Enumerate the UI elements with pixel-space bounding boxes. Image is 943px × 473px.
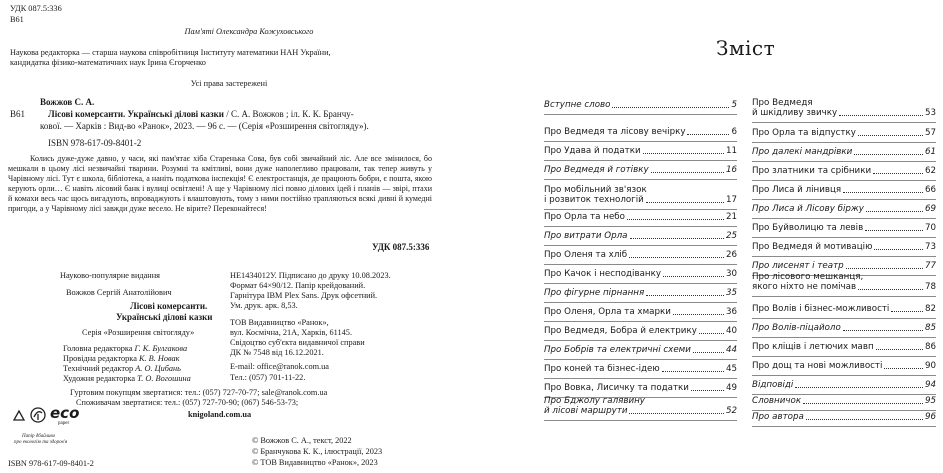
toc-separator	[752, 394, 936, 395]
toc-dot-leader	[873, 173, 923, 174]
toc-entry-page: 36	[725, 307, 737, 317]
toc-entry-page: 96	[924, 412, 936, 422]
toc-entry-page: 11	[725, 146, 737, 156]
isbn: ISBN 978-617-09-8401-2	[48, 138, 142, 148]
toc-entry[interactable]	[752, 412, 936, 422]
toc-column-right	[752, 0, 936, 473]
toc-entry-page: 69	[924, 204, 936, 214]
book-title-2: Українські ділові казки	[116, 312, 213, 322]
toc-dot-leader	[612, 107, 729, 108]
copyright-1: © Вожжов С. А., текст, 2022	[252, 436, 352, 445]
bibliographic-line-1	[48, 109, 354, 119]
toc-separator	[752, 122, 936, 123]
book-title-1: Лісові комерсанти.	[130, 301, 208, 311]
copyright-3: © ТОВ Видавництво «Ранок», 2023	[252, 458, 378, 467]
toc-entry[interactable]	[544, 185, 737, 205]
toc-separator	[544, 264, 737, 265]
toc-entry[interactable]	[752, 323, 936, 333]
toc-page	[530, 0, 943, 473]
pub-info-2: Формат 64×90/12. Папір крейдований.	[230, 281, 366, 290]
staff-4	[63, 374, 191, 384]
toc-entry-label: Про Бджолу галявину	[544, 396, 645, 406]
staff-role: Художня редакторка	[63, 374, 138, 383]
toc-entry[interactable]	[752, 261, 936, 271]
toc-entry-page: 35	[725, 288, 737, 298]
eco-word: eco	[50, 404, 80, 422]
toc-dot-leader	[646, 295, 724, 296]
toc-entry-page: 26	[725, 250, 737, 260]
toc-entry-page: 25	[725, 231, 737, 241]
udk-code-top: УДК 087.5:336	[10, 4, 62, 13]
eco-sub: paper	[58, 421, 70, 426]
toc-separator	[544, 114, 737, 115]
toc-entry-label: Про Бобрів та електричні схеми	[544, 345, 691, 355]
toc-entry-label: Про Орла та відпустку	[752, 128, 856, 138]
toc-dot-leader	[854, 154, 923, 155]
toc-entry-label: Вступне слово	[544, 100, 611, 110]
toc-entry-page: 40	[725, 326, 737, 336]
author-heading: Вожжов С. А.	[40, 97, 95, 107]
staff-3	[63, 364, 181, 374]
toc-dot-leader	[629, 413, 723, 414]
toc-entry-label: Про Лиса й Лісову біржу	[752, 204, 864, 214]
toc-separator	[544, 226, 737, 227]
toc-entry[interactable]	[752, 272, 936, 292]
staff-1	[63, 344, 187, 354]
toc-entry[interactable]	[544, 364, 737, 374]
toc-entry-label: Про Орла та небо	[544, 212, 625, 222]
toc-separator	[752, 237, 936, 238]
toc-entry-label: Про Буйволицю та левів	[752, 223, 864, 233]
toc-title: Зміст	[716, 36, 776, 60]
toc-dot-leader	[866, 211, 923, 212]
toc-entry-label: Про Лиса й лінивця	[752, 185, 842, 195]
staff-2	[63, 354, 180, 364]
toc-entry[interactable]	[544, 396, 737, 416]
udk-code-bottom: УДК 087.5:336	[372, 242, 430, 252]
toc-entry-page: 17	[725, 195, 737, 205]
toc-entry-page: 57	[924, 128, 936, 138]
toc-entry[interactable]	[752, 361, 936, 371]
toc-entry[interactable]	[752, 342, 936, 352]
toc-entry-page: 16	[725, 165, 737, 175]
toc-entry-page: 49	[725, 383, 737, 393]
toc-entry-label: Про мобільний зв'язок	[544, 185, 647, 195]
toc-entry-label: Про златники та срібники	[752, 166, 872, 176]
toc-dot-leader	[643, 153, 724, 154]
toc-separator	[752, 375, 936, 376]
toc-entry-label: Про далекі мандрівки	[752, 147, 853, 157]
toc-dot-leader	[662, 371, 724, 372]
toc-dot-leader	[629, 257, 724, 258]
consumer-contact: Споживачам звертатися: тел.: (057) 727-70-90; (067) 546-53-73;	[76, 398, 299, 407]
toc-dot-leader	[858, 135, 923, 136]
toc-entry-page: 53	[924, 108, 936, 118]
pub-info-3: Гарнітура IBM Plex Sans. Друк офсетний.	[230, 291, 378, 300]
toc-entry-page: 77	[924, 261, 936, 271]
publisher-phone: Тел.: (057) 701-11-22.	[230, 373, 306, 382]
toc-entry-page: 85	[924, 323, 936, 333]
toc-entry[interactable]	[752, 242, 936, 252]
toc-dot-leader	[884, 368, 923, 369]
toc-entry-label: Про Ведмедя й мотивацію	[752, 242, 873, 252]
toc-dot-leader	[858, 289, 923, 290]
toc-separator	[544, 283, 737, 284]
toc-entry[interactable]	[752, 185, 936, 195]
toc-separator	[544, 245, 737, 246]
toc-entry[interactable]	[752, 204, 936, 214]
toc-separator	[752, 296, 936, 297]
toc-entry-page: 94	[924, 380, 936, 390]
rights-reserved: Усі права застережені	[190, 79, 268, 88]
staff-role: Головна редакторка	[63, 344, 135, 353]
toc-entry-label: Словничок	[752, 396, 802, 406]
toc-dot-leader	[839, 115, 923, 116]
toc-entry-label-line2: якого ніхто не помічав	[752, 282, 857, 292]
toc-entry-page: 61	[924, 147, 936, 157]
toc-entry-page: 86	[924, 342, 936, 352]
toc-entry[interactable]	[752, 396, 936, 406]
toc-entry-label: Про коней та бізнес-ідею	[544, 364, 660, 374]
toc-entry[interactable]	[544, 146, 737, 156]
toc-entry[interactable]	[544, 250, 737, 260]
toc-entry[interactable]	[752, 128, 936, 138]
toc-separator	[544, 359, 737, 360]
toc-entry-label: Про витрати Орла	[544, 231, 628, 241]
toc-entry[interactable]	[544, 383, 737, 393]
toc-entry-page: 52	[725, 406, 737, 416]
toc-separator	[544, 321, 737, 322]
toc-entry[interactable]	[752, 147, 936, 157]
bbk-code: В61	[10, 15, 24, 24]
recycle-icon	[14, 411, 24, 420]
publisher-2: вул. Космічна, 21А, Харків, 61145.	[230, 328, 353, 337]
toc-separator	[752, 180, 936, 181]
toc-entry-page: 21	[725, 212, 737, 222]
bibliographic-rest: / С. А. Вожжов ; іл. К. К. Бранчу-	[223, 109, 354, 119]
toc-entry-label: Про Волів-піцайолo	[752, 323, 841, 333]
toc-entry-label: Про автора	[752, 412, 804, 422]
toc-entry-label: Відповіді	[752, 380, 794, 390]
toc-entry-page: 78	[924, 282, 936, 292]
toc-entry-page: 95	[924, 396, 936, 406]
toc-separator	[544, 302, 737, 303]
toc-entry-label-line2: й шкідливу звичку	[752, 108, 838, 118]
toc-separator	[544, 378, 737, 379]
toc-entry[interactable]	[544, 100, 737, 110]
toc-entry-label: Про фігурне пірнання	[544, 288, 645, 298]
toc-dot-leader	[630, 238, 724, 239]
eco-caption-1: Папір дбайливо	[22, 434, 56, 439]
book-title-bold: Лісові комерсанти. Українські ділові казки	[48, 109, 224, 119]
toc-separator	[544, 420, 737, 421]
website: knigoland.com.ua	[188, 410, 252, 419]
toc-dot-leader	[651, 172, 724, 173]
publisher-4: ДК № 7548 від 16.12.2021.	[230, 348, 324, 357]
toc-separator	[752, 142, 936, 143]
toc-entry-page: 62	[924, 166, 936, 176]
toc-entry-label: Про Удава й податки	[544, 146, 641, 156]
genre: Науково-популярне видання	[60, 271, 161, 280]
toc-dot-leader	[687, 134, 729, 135]
toc-entry-page: 70	[924, 223, 936, 233]
toc-entry[interactable]	[544, 326, 737, 336]
staff-name: Т. О. Вогошина	[137, 374, 191, 383]
annotation: Колись дуже-дуже давно, у часи, які пам'ятає хіба Старенька Сова, був собі звичайний ліс. Але все змінилося, бо мешкали в цьому лісі незвичайні тварини. Розумні та кмітливі, вони дуже наполегливо працювали, так тепер живуть у Чарівному лісі. Тут є школа, бібліотека, а наніть податкова інспекція! Є електростанція, де працюють бобри, є пошта, якою керують орли… Є навіть лісовий банк і вулиці освітлені! А ще у Чарівному лісі повно ділових ідей і планів — звірі, птахи й комахи весь час щось вигадують, впроваджують і влаштовують, тому з ними постійно трапляються всякі дивні й кумедні пригоди, а у Чарівному лісі завжди дуже весело. Не вірите? Переконайтеся!	[8, 154, 432, 213]
toc-dot-leader	[843, 192, 923, 193]
toc-entry[interactable]	[544, 269, 737, 279]
toc-separator	[544, 340, 737, 341]
editor-line-1: Наукова редакторка — старша наукова співробітниця Інституту математики НАН України,	[10, 48, 331, 57]
toc-entry-label: Про Ведмедя, Бобра й електрику	[544, 326, 697, 336]
toc-dot-leader	[865, 230, 923, 231]
isbn-bottom: ISBN 978-617-09-8401-2	[8, 459, 94, 468]
bibliographic-line-2: кової. — Харків : Вид-во «Ранок», 2023. — 96 с. — (Серія «Розширення світогляду»).	[40, 121, 369, 131]
toc-entry-label: Про дощ та нові можливості	[752, 361, 883, 371]
toc-entry[interactable]	[752, 304, 936, 314]
toc-entry-label: Про Ведмедя й готівку	[544, 165, 649, 175]
toc-entry[interactable]	[544, 345, 737, 355]
toc-entry-label: Про Вовка, Лисичку та податки	[544, 383, 689, 393]
toc-entry-label: Про лисенят і театр	[752, 261, 844, 271]
toc-entry-label: Про Оленя, Орла та хмарки	[544, 307, 671, 317]
series: Серія «Розширення світогляду»	[82, 328, 195, 337]
toc-separator	[752, 356, 936, 357]
staff-role: Провідна редакторка	[63, 354, 139, 363]
toc-entry[interactable]	[752, 223, 936, 233]
wholesale-contact: Гуртовим покупцям звертатися: тел.: (057) 727-70-77; sale@ranok.com.ua	[70, 388, 328, 397]
toc-entry-label: Про Качок і несподіванку	[544, 269, 661, 279]
publisher-1: ТОВ Видавництво «Ранок»,	[230, 318, 329, 327]
toc-entry-label: Про кліщів і летючих мавп	[752, 342, 874, 352]
toc-dot-leader	[843, 330, 923, 331]
copyright-2: © Бранчукова К. К., ілюстрації, 2023	[252, 447, 383, 456]
staff-name: Г. К. Булгакова	[134, 344, 188, 353]
toc-entry[interactable]	[752, 98, 936, 118]
toc-separator	[752, 318, 936, 319]
toc-dot-leader	[891, 311, 923, 312]
toc-entry-label-line2: і розвиток технологій	[544, 195, 644, 205]
toc-dot-leader	[673, 314, 724, 315]
pub-info-4: Ум. друк. арк. 8,53.	[230, 301, 298, 310]
toc-separator	[752, 161, 936, 162]
toc-entry-page: 45	[725, 364, 737, 374]
pub-info-1: НЕ1434012У. Підписано до друку 10.08.2023.	[230, 271, 391, 280]
toc-dot-leader	[646, 202, 724, 203]
toc-dot-leader	[806, 419, 923, 420]
toc-entry-page: 5	[731, 100, 737, 110]
toc-separator	[544, 141, 737, 142]
toc-separator	[752, 256, 936, 257]
toc-entry-page: 90	[924, 361, 936, 371]
toc-dot-leader	[699, 333, 724, 334]
toc-entry-page: 6	[731, 127, 737, 137]
toc-dot-leader	[803, 403, 923, 404]
toc-dot-leader	[795, 387, 923, 388]
toc-entry[interactable]	[752, 166, 936, 176]
toc-entry[interactable]	[544, 212, 737, 222]
toc-entry[interactable]	[544, 307, 737, 317]
toc-entry-page: 30	[725, 269, 737, 279]
staff-role: Технічний редактор	[63, 364, 136, 373]
toc-entry-page: 82	[924, 304, 936, 314]
toc-entry-page: 73	[924, 242, 936, 252]
toc-dot-leader	[627, 219, 724, 220]
toc-entry[interactable]	[544, 165, 737, 175]
toc-column-left	[544, 0, 737, 473]
toc-entry[interactable]	[544, 288, 737, 298]
toc-dot-leader	[846, 268, 923, 269]
imprint-page	[0, 0, 458, 473]
toc-separator	[752, 218, 936, 219]
toc-entry[interactable]	[544, 231, 737, 241]
toc-entry[interactable]	[752, 380, 936, 390]
toc-dot-leader	[691, 390, 724, 391]
toc-entry-label: Про лісового мешканця,	[752, 272, 864, 282]
publisher-3: Свідоцтво суб'єкта видавничої справи	[230, 338, 365, 347]
toc-entry-label: Про Ведмедя та лісову вечірку	[544, 127, 686, 137]
toc-entry[interactable]	[544, 127, 737, 137]
editor-line-2: кандидатка фізико-математичних наук Ірина Єгорченко	[10, 58, 206, 67]
toc-separator	[544, 209, 737, 210]
toc-entry-page: 44	[725, 345, 737, 355]
toc-separator	[752, 199, 936, 200]
toc-separator	[544, 160, 737, 161]
toc-dot-leader	[693, 352, 724, 353]
toc-entry-label-line2: й лісові маршрути	[544, 406, 628, 416]
staff-name: К. В. Новак	[138, 354, 180, 363]
toc-dot-leader	[874, 249, 923, 250]
staff-name: А. О. Цибань	[135, 364, 181, 373]
toc-separator	[752, 426, 936, 427]
author-full: Вожжов Сергій Анатолійович	[66, 288, 172, 297]
bbk-left: В61	[10, 109, 26, 119]
toc-dot-leader	[876, 349, 923, 350]
toc-entry-page: 66	[924, 185, 936, 195]
toc-separator	[544, 179, 737, 180]
toc-entry-label: Про Волів і бізнес-можливості	[752, 304, 890, 314]
toc-dot-leader	[663, 276, 724, 277]
dedication: Пам'яті Олександра Кожуховського	[184, 27, 314, 36]
toc-separator	[752, 337, 936, 338]
publisher-email: E-mail: office@ranok.com.ua	[230, 362, 329, 371]
toc-entry-label: Про Оленя та хліб	[544, 250, 628, 260]
toc-entry-label: Про Ведмедя	[752, 98, 813, 108]
eco-paper-logo	[8, 402, 88, 448]
eco-caption-2: про екологію та здоров'я	[14, 440, 68, 445]
toc-separator	[752, 410, 936, 411]
